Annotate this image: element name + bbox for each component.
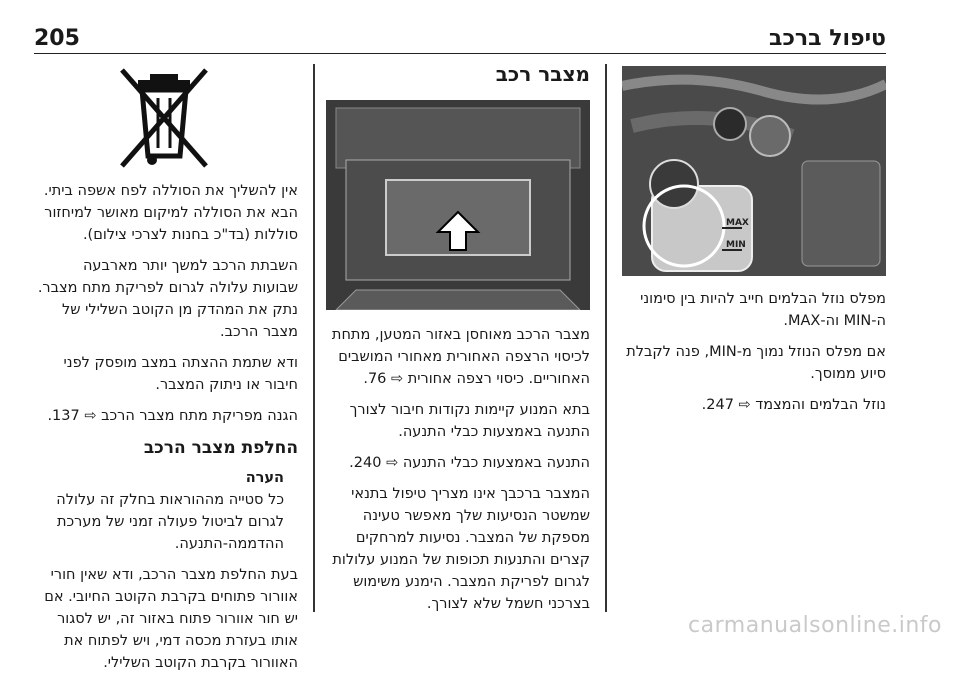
watermark: carmanualsonline.info xyxy=(688,613,942,638)
left-column-text xyxy=(34,180,298,683)
min-label: MIN xyxy=(726,240,746,250)
column-divider xyxy=(313,64,315,612)
max-label: MAX xyxy=(726,218,749,228)
right-column-text xyxy=(622,288,886,425)
brake-fluid-reservoir-image xyxy=(622,66,886,276)
paragraph: המצבר ברכבך אינו מצריך טיפול בתנאי שמשטר הנסיעות שלך מאפשר טעינה מספקת של המצבר. נסיעות למרחקים קצרים והתנעות תכופות של המנוע עלולות לגרום לפריקת המצבר. הימנע משימוש בצרכני חשמל שלא לצורך. xyxy=(332,486,590,612)
paragraph: אם מפלס הנוזל נמוך מ-MIN, פנה לקבלת סיוע ממוסך. xyxy=(626,344,886,382)
paragraph: השבתת הרכב למשך יותר מארבעה שבועות עלולה לגרום לפריקת מתח מצבר. נתק את המהדק מן הקוטב השלילי של מצבר הרכב. xyxy=(37,258,298,340)
trunk-illustration xyxy=(326,100,590,310)
paragraph: מפלס נוזל הבלמים חייב להיות בין סימוני ה-MIN וה-MAX. xyxy=(640,291,886,329)
trunk-battery-image xyxy=(326,100,590,310)
header-divider xyxy=(34,53,886,54)
paragraph: ודא שתמת ההצתה במצב מופסק לפני חיבור או ניתוק המצבר. xyxy=(63,355,298,393)
paragraph: אין להשליך את הסוללה לפח אשפה ביתי. הבא את הסוללה למיקום מאושר למיחזור סוללות (בד"כ בחנות לצרכי צילום). xyxy=(43,183,298,243)
engine-bay-illustration xyxy=(622,66,886,276)
section-heading-replace-battery: החלפת מצבר הרכב xyxy=(143,438,298,458)
paragraph: התנעה באמצעות כבלי התנעה ⇨ 240. xyxy=(349,455,590,471)
recycling-bin-icon xyxy=(112,66,216,170)
note-title: הערה xyxy=(245,470,284,486)
note-text: כל סטייה מההוראות בחלק זה עלולה לגרום לביטול פעולה זמני של מערכת ההדממה-התנעה. xyxy=(56,492,284,552)
column-divider xyxy=(605,64,607,612)
paragraph: בתא המנוע קיימות נקודות חיבור לצורך התנעה באמצעות כבלי התנעה. xyxy=(349,402,590,440)
page-header xyxy=(34,26,886,54)
paragraph: נוזל הבלמים והמצמד ⇨ 247. xyxy=(701,397,886,413)
middle-column-text xyxy=(326,324,590,624)
paragraph: מצבר הרכב מאוחסן באזור המטען, מתחת לכיסוי הרצפה האחורית מאחורי המושבים האחוריים. כיסוי רצפה אחורית ⇨ 76. xyxy=(331,327,590,387)
note-box xyxy=(34,467,298,555)
paragraph: בעת החלפת מצבר הרכב, ודא שאין חורי אוורור פתוחים בקרבת הקוטב החיובי. אם יש חור אוורור פתוח באזור זה, יש לסגור אותו בעזרת מכסה דמי, ויש לפתוח את האוורור בקרבת הקוטב השלילי. xyxy=(44,567,298,671)
page-title: טיפול ברכב xyxy=(769,26,886,51)
section-heading-battery: מצבר רכב xyxy=(495,62,590,86)
paragraph: הגנה מפריקת מתח מצבר הרכב ⇨ 137. xyxy=(47,408,298,424)
page-number: 205 xyxy=(34,26,80,51)
